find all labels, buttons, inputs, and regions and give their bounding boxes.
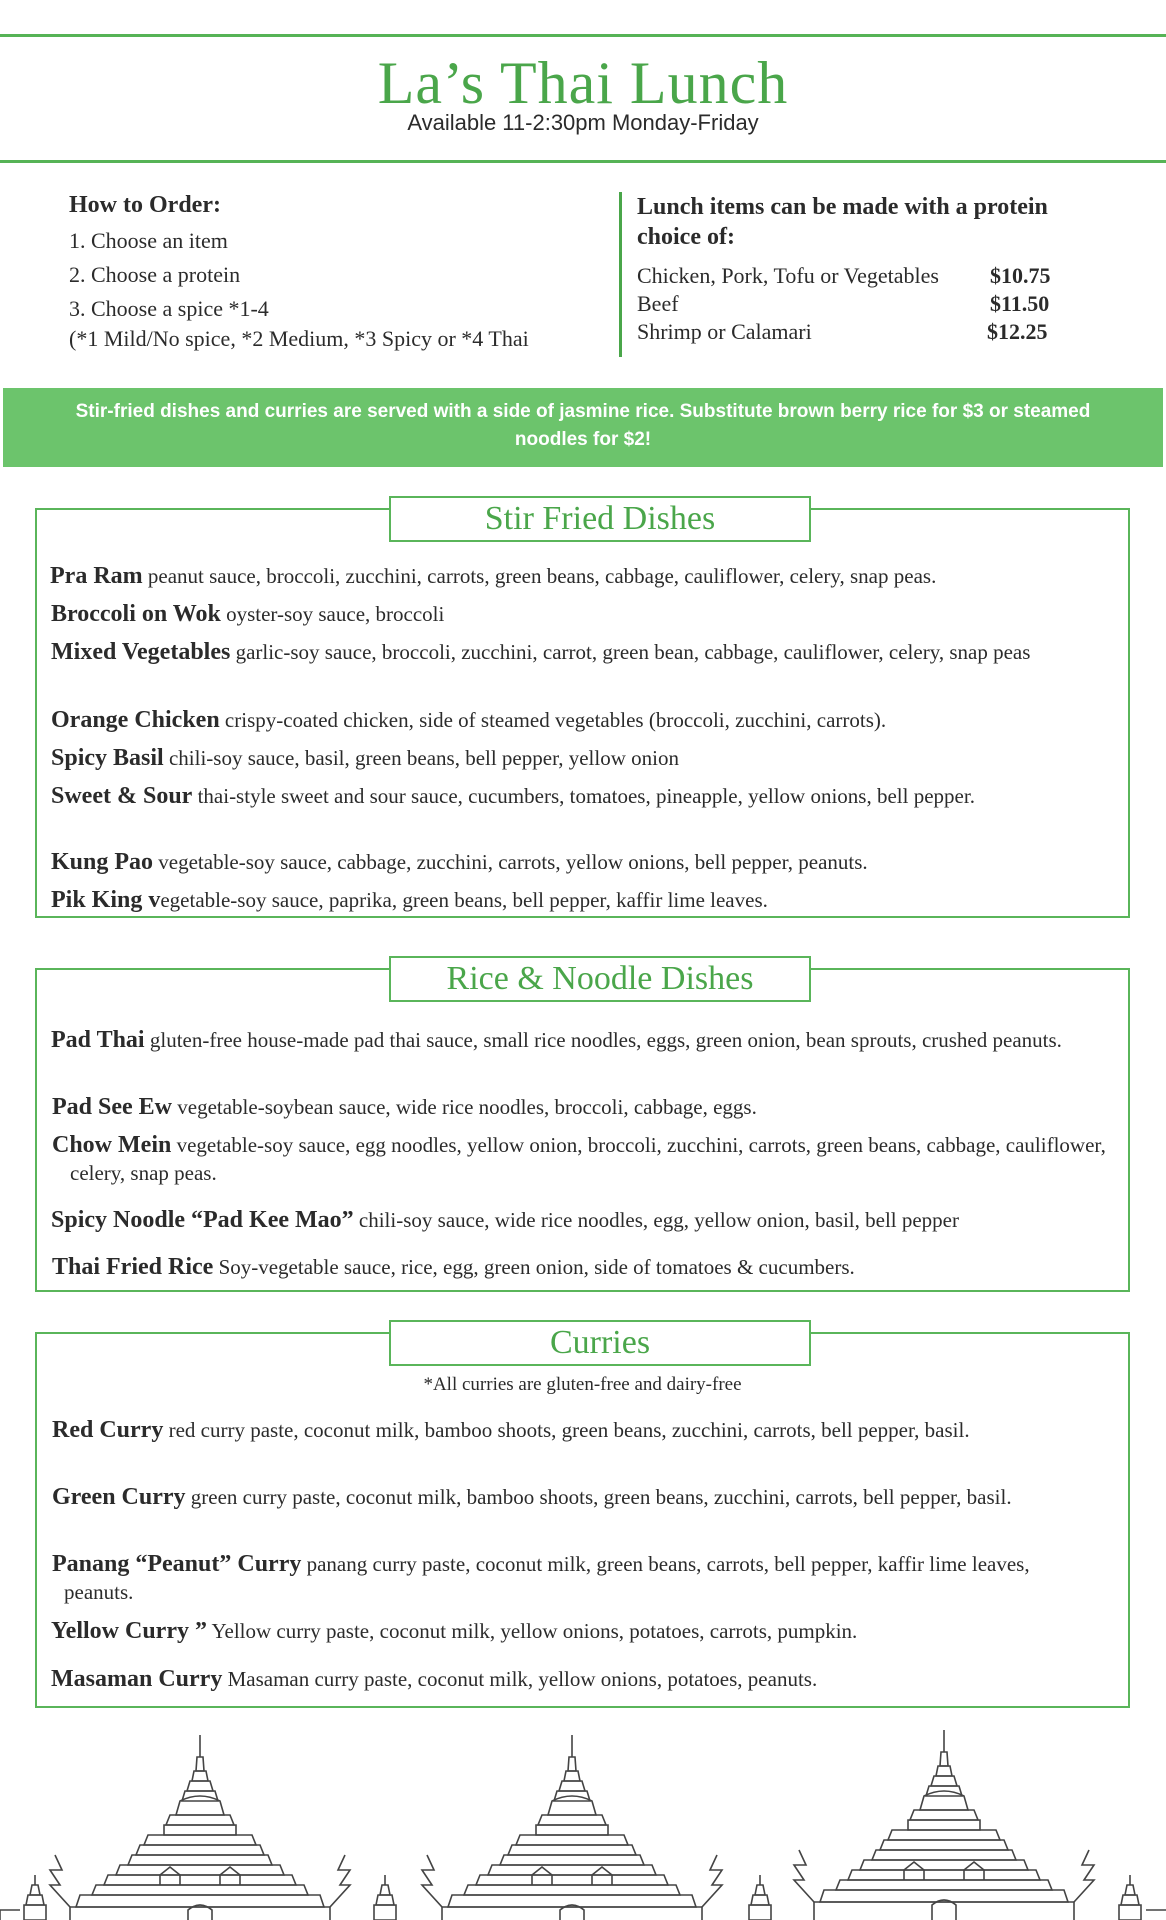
how-to-order-heading: How to Order: xyxy=(69,192,221,218)
menu-item xyxy=(51,1617,1129,1645)
protein-price: $12.25 xyxy=(987,319,1048,344)
item-name: Spicy Basil xyxy=(51,745,164,771)
menu-item xyxy=(52,1131,1130,1187)
protein-name: Chicken, Pork, Tofu or Vegetables xyxy=(637,263,939,288)
item-desc: garlic-soy sauce, broccoli, zucchini, carrot, green bean, cabbage, cauliflower, celery, snap peas xyxy=(230,640,1031,664)
item-name: Pra Ram xyxy=(50,563,143,589)
menu-item xyxy=(51,638,1129,666)
item-desc: peanut sauce, broccoli, zucchini, carrots, green beans, cabbage, cauliflower, celery, snap peas. xyxy=(142,564,937,588)
menu-item xyxy=(51,886,1129,914)
temple-stupa-icon xyxy=(0,1725,1166,1920)
curries-note: *All curries are gluten-free and dairy-free xyxy=(423,1374,742,1395)
item-name: Pad See Ew xyxy=(52,1094,172,1120)
protein-price: $10.75 xyxy=(990,263,1051,288)
spice-note: (*1 Mild/No spice, *2 Medium, *3 Spicy or *4 Thai xyxy=(69,326,529,351)
item-name: Thai Fried Rice xyxy=(52,1254,214,1280)
protein-option xyxy=(637,290,1097,318)
item-desc: chili-soy sauce, basil, green beans, bell pepper, yellow onion xyxy=(163,746,679,770)
section-title: Stir Fried Dishes xyxy=(389,496,811,542)
item-name: Spicy Noodle “Pad Kee Mao” xyxy=(51,1207,354,1233)
item-desc: chili-soy sauce, wide rice noodles, egg, yellow onion, basil, bell pepper xyxy=(353,1208,959,1232)
item-desc: red curry paste, coconut milk, bamboo shoots, green beans, zucchini, carrots, bell pepper, basil. xyxy=(163,1418,970,1442)
item-desc: vegetable-soybean sauce, wide rice noodles, broccoli, cabbage, eggs. xyxy=(172,1095,757,1119)
item-desc: vegetable-soy sauce, egg noodles, yellow onion, broccoli, zucchini, carrots, green beans, cabbage, cauliflower, celery, snap peas. xyxy=(70,1133,1106,1185)
menu-item xyxy=(51,744,1129,772)
header-bottom-rule xyxy=(0,160,1166,163)
item-desc: egetable-soy sauce, paprika, green beans, bell pepper, kaffir lime leaves. xyxy=(160,888,768,912)
availability-subtitle: Available 11-2:30pm Monday-Friday xyxy=(407,110,759,135)
order-step: 1. Choose an item xyxy=(69,228,228,253)
item-desc: oyster-soy sauce, broccoli xyxy=(220,602,445,626)
menu-item xyxy=(52,1093,1130,1121)
menu-item xyxy=(51,1026,1069,1054)
menu-item xyxy=(51,706,1129,734)
order-step: 3. Choose a spice *1-4 xyxy=(69,296,269,321)
item-desc: thai-style sweet and sour sauce, cucumbers, tomatoes, pineapple, yellow onions, bell pepper. xyxy=(192,784,975,808)
item-desc: crispy-coated chicken, side of steamed vegetables (broccoli, zucchini, carrots). xyxy=(219,708,887,732)
item-name: Pad Thai xyxy=(51,1027,145,1053)
menu-item xyxy=(50,562,1138,590)
item-name: Panang “Peanut” Curry xyxy=(52,1551,302,1577)
menu-item xyxy=(51,848,1129,876)
item-desc: Masaman curry paste, coconut milk, yellow onions, potatoes, peanuts. xyxy=(222,1667,818,1691)
menu-item xyxy=(52,1483,1114,1511)
item-desc: Yellow curry paste, coconut milk, yellow onions, potatoes, carrots, pumpkin. xyxy=(206,1619,858,1643)
item-desc: gluten-free house-made pad thai sauce, small rice noodles, eggs, green onion, bean sprouts, crushed peanuts. xyxy=(144,1028,1062,1052)
order-step: 2. Choose a protein xyxy=(69,262,241,287)
item-desc: Soy-vegetable sauce, rice, egg, green onion, side of tomatoes & cucumbers. xyxy=(213,1255,855,1279)
section-title: Curries xyxy=(389,1320,811,1366)
item-name: Kung Pao xyxy=(51,849,154,875)
item-desc: panang curry paste, coconut milk, green beans, carrots, bell pepper, kaffir lime leaves, peanuts. xyxy=(64,1552,1030,1604)
protein-choice xyxy=(637,192,1097,346)
item-name: Chow Mein xyxy=(52,1132,172,1158)
menu-item xyxy=(51,1665,1129,1693)
item-name: Green Curry xyxy=(52,1484,186,1510)
item-name: Pik King v xyxy=(51,887,161,913)
item-name: Red Curry xyxy=(52,1417,164,1443)
top-rule xyxy=(0,34,1166,37)
page-title: La’s Thai Lunch xyxy=(377,50,789,116)
item-name: Orange Chicken xyxy=(51,707,220,733)
protein-option xyxy=(637,318,1097,346)
menu-item xyxy=(51,1206,1144,1234)
item-desc: vegetable-soy sauce, cabbage, zucchini, carrots, yellow onions, bell pepper, peanuts. xyxy=(153,850,868,874)
menu-item xyxy=(51,600,1129,628)
column-divider xyxy=(619,192,622,357)
item-name: Masaman Curry xyxy=(51,1666,223,1692)
stir-fried-section xyxy=(35,500,1130,918)
protein-name: Beef xyxy=(637,291,679,316)
menu-item xyxy=(52,1253,1130,1281)
item-name: Sweet & Sour xyxy=(51,783,193,809)
rice-banner: Stir-fried dishes and curries are served with a side of jasmine rice. Substitute brown berry rice for $3 or steamed noodles for $2! xyxy=(3,388,1163,467)
item-name: Yellow Curry ” xyxy=(51,1618,207,1644)
section-title: Rice & Noodle Dishes xyxy=(389,956,811,1002)
how-to-order xyxy=(69,192,609,353)
menu-item xyxy=(52,1416,1064,1444)
menu-item xyxy=(52,1550,1064,1606)
item-name: Mixed Vegetables xyxy=(51,639,231,665)
protein-heading: Lunch items can be made with a protein choice of: xyxy=(637,194,1048,250)
rice-noodle-section xyxy=(35,960,1130,1292)
menu-item xyxy=(51,782,1073,810)
curries-section xyxy=(35,1324,1130,1708)
protein-price: $11.50 xyxy=(990,291,1050,316)
protein-name: Shrimp or Calamari xyxy=(637,319,812,344)
item-name: Broccoli on Wok xyxy=(51,601,221,627)
protein-option xyxy=(637,262,1097,290)
item-desc: green curry paste, coconut milk, bamboo shoots, green beans, zucchini, carrots, bell pepper, basil. xyxy=(185,1485,1012,1509)
